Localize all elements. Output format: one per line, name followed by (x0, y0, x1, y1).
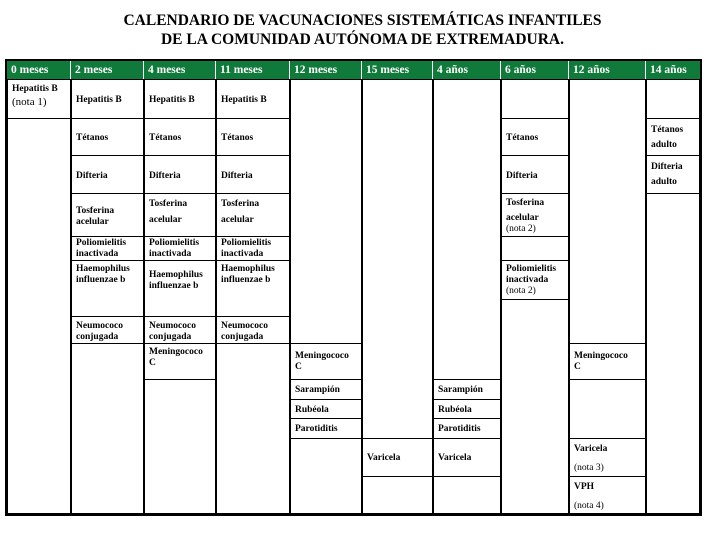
vaccine-name: Tétanos (506, 133, 539, 143)
cell-parotiditis-4a (434, 421, 500, 438)
vaccine-note: (nota 1) (12, 96, 47, 108)
cell-varicela-12a (570, 441, 645, 477)
cell-polio-2m (72, 236, 143, 263)
vaccine-name: Sarampión (438, 385, 483, 395)
vaccine-name: Neumococo (149, 321, 196, 331)
vaccine-name: Neumococo (76, 321, 123, 331)
header-6-anos: 6 años (501, 61, 569, 79)
cell-box (501, 299, 569, 514)
vaccine-note: (nota 2) (506, 286, 536, 296)
vaccine-name-line2: influenzae b (221, 275, 271, 285)
vaccine-name-line2: inactivada (76, 249, 119, 259)
cell-box (501, 236, 569, 261)
cell-neumococo-4m (145, 318, 215, 346)
cell-neumococo-2m (72, 318, 143, 346)
cell-box (433, 79, 501, 380)
vaccine-name: Rubéola (438, 405, 472, 415)
cell-tosferina-6a (502, 195, 568, 238)
vaccine-name-line2: conjugada (221, 332, 264, 342)
cell-box (7, 118, 71, 514)
cell-varicela-15m (363, 450, 432, 467)
cell-haemophilus-2m (72, 261, 143, 289)
vaccine-name-line2: C (149, 358, 156, 368)
vaccine-name: Hepatitis B (149, 95, 195, 105)
cell-box (71, 343, 144, 514)
header-4-anos: 4 años (433, 61, 501, 79)
vaccine-name: Poliomielitis (221, 238, 272, 248)
cell-box (501, 79, 569, 119)
vaccine-name: Tétanos (221, 133, 254, 143)
cell-tetanos-11m (217, 130, 289, 147)
cell-box (569, 79, 646, 344)
vaccine-name: Neumococo (221, 321, 268, 331)
cell-hepatitis-b-4m (145, 92, 215, 109)
cell-difteria-adulto-14a (647, 157, 699, 193)
header-14-anos: 14 años (646, 61, 700, 79)
cell-box (290, 438, 362, 514)
cell-meningococo-4m (145, 344, 215, 372)
cell-box (362, 79, 433, 439)
vaccine-name: Tosferina (506, 198, 545, 208)
cell-polio-11m (217, 236, 289, 263)
vaccine-name: Poliomielitis (506, 264, 557, 274)
vaccine-name: Parotiditis (438, 424, 481, 434)
vaccine-note: (nota 2) (506, 224, 536, 234)
cell-box (646, 79, 700, 119)
title-line-2: DE LA COMUNIDAD AUTÓNOMA DE EXTREMADURA. (160, 31, 564, 48)
cell-hepatitis-b-2m (72, 92, 143, 109)
cell-difteria-6a (502, 168, 568, 185)
cell-meningococo-12m (291, 348, 361, 376)
vaccine-name-line2: C (295, 362, 302, 372)
vaccine-name: Difteria (76, 171, 108, 181)
vaccine-name: Hepatitis B (12, 84, 58, 94)
cell-box (290, 79, 362, 344)
vaccine-name: Tétanos (149, 133, 182, 143)
vaccine-name: Poliomielitis (149, 238, 200, 248)
cell-difteria-11m (217, 168, 289, 185)
vaccine-name: Meningococo (149, 347, 203, 357)
vaccine-name: Rubéola (295, 405, 329, 415)
cell-box (646, 193, 700, 514)
vaccine-name: Hepatitis B (76, 95, 122, 105)
vaccine-name-line2: adulto (651, 140, 677, 150)
header-11-meses: 11 meses (216, 61, 290, 79)
vaccine-name-line2: inactivada (221, 249, 264, 259)
vaccine-name: Parotiditis (295, 424, 338, 434)
header-0-meses: 0 meses (7, 61, 71, 79)
cell-box (433, 476, 501, 514)
vaccine-name: Tosferina (149, 199, 188, 209)
vaccine-name-line2: influenzae b (76, 275, 126, 285)
vaccine-name-line2: acelular (76, 217, 109, 227)
vaccine-name: Poliomielitis (76, 238, 127, 248)
vaccine-name: VPH (574, 482, 595, 492)
cell-polio-6a (502, 261, 568, 300)
vaccine-name: Meningococo (574, 351, 628, 361)
title-line-1: CALENDARIO DE VACUNACIONES SISTEMÁTICAS INFANTILES (123, 12, 602, 29)
cell-box (362, 476, 433, 514)
cell-hepatitis-b-11m (217, 92, 289, 109)
vaccine-name-line2: inactivada (149, 249, 192, 259)
cell-hepatitis-b-0m (8, 81, 70, 112)
header-12-meses: 12 meses (290, 61, 362, 79)
cell-tosferina-4m (145, 196, 215, 229)
vaccine-name-line2: inactivada (506, 275, 549, 285)
cell-haemophilus-11m (217, 261, 289, 289)
cell-rubeola-4a (434, 402, 500, 419)
vaccine-name: Varicela (574, 444, 608, 454)
vaccine-name: Meningococo (295, 351, 349, 361)
cell-tosferina-11m (217, 196, 289, 229)
vaccine-name: Varicela (367, 453, 401, 463)
cell-tetanos-2m (72, 130, 143, 147)
vaccine-name-line2: acelular (506, 213, 539, 223)
cell-polio-4m (145, 236, 215, 263)
vaccine-name: Tosferina (221, 199, 260, 209)
vaccine-name: Hepatitis B (221, 95, 267, 105)
vaccine-name-line2: adulto (651, 177, 677, 187)
vaccine-note: (nota 4) (574, 501, 604, 511)
vaccine-name: Varicela (438, 453, 472, 463)
vaccine-name: Tétanos (76, 133, 109, 143)
cell-difteria-4m (145, 168, 215, 185)
header-15-meses: 15 meses (362, 61, 433, 79)
cell-difteria-2m (72, 168, 143, 185)
vaccine-name: Difteria (149, 171, 181, 181)
cell-haemophilus-4m (145, 267, 215, 295)
vaccine-name: Difteria (506, 171, 538, 181)
cell-tetanos-4m (145, 130, 215, 147)
cell-neumococo-11m (217, 318, 289, 346)
cell-meningococo-12a (570, 348, 645, 376)
cell-rubeola-12m (291, 402, 361, 419)
cell-tosferina-2m (72, 203, 143, 231)
header-12-anos: 12 años (569, 61, 646, 79)
vaccine-name-line2: influenzae b (149, 281, 199, 291)
vaccine-name: Haemophilus (221, 264, 275, 274)
cell-varicela-4a (434, 450, 500, 467)
vaccine-name: Tosferina (76, 206, 115, 216)
header-2-meses: 2 meses (71, 61, 144, 79)
vaccine-name: Haemophilus (76, 264, 130, 274)
cell-box (144, 379, 216, 514)
cell-tetanos-6a (502, 130, 568, 147)
cell-sarampion-12m (291, 382, 361, 399)
vaccine-name-line2: acelular (221, 215, 254, 225)
vaccine-name: Difteria (651, 162, 683, 172)
vaccine-name: Tétanos (651, 125, 684, 135)
vaccine-name-line2: C (574, 362, 581, 372)
cell-tetanos-adulto-14a (647, 120, 699, 156)
vaccine-name-line2: conjugada (76, 332, 119, 342)
cell-sarampion-4a (434, 382, 500, 399)
vaccine-name: Sarampión (295, 385, 340, 395)
cell-box (569, 379, 646, 439)
vaccine-name: Haemophilus (149, 270, 203, 280)
cell-parotiditis-12m (291, 421, 361, 438)
cell-vph-12a (570, 479, 645, 515)
vaccine-note: (nota 3) (574, 463, 604, 473)
header-4-meses: 4 meses (144, 61, 216, 79)
cell-box (216, 343, 290, 514)
vaccine-name-line2: acelular (149, 215, 182, 225)
vaccine-name: Difteria (221, 171, 253, 181)
vaccine-name-line2: conjugada (149, 332, 192, 342)
